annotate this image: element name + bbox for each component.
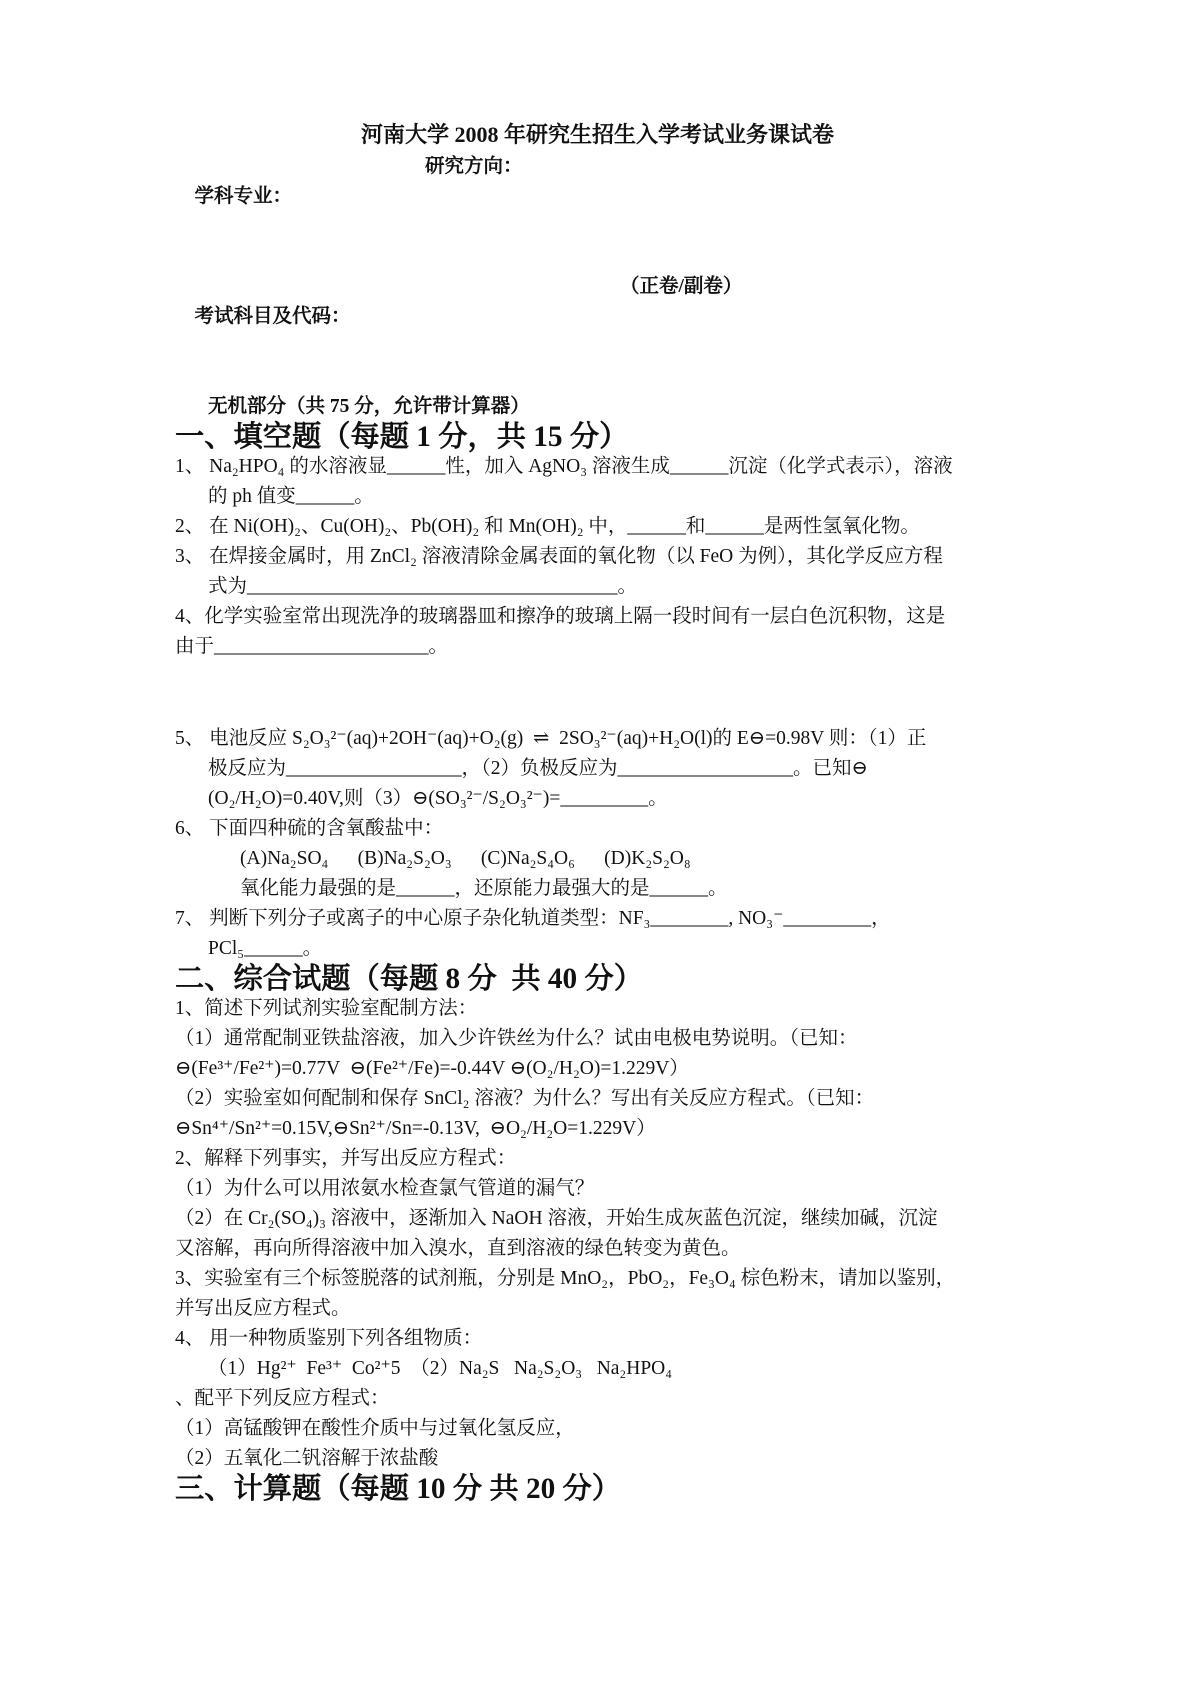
s2-q5-line: 、配平下列反应方程式： [175,1388,390,1409]
q7-line-2: PCl₅______。 [208,938,323,959]
paper-type-label: （正卷/副卷） [620,276,743,297]
q3-line-2: 式为______________________________________。 [208,576,638,597]
s2-q4-line: 4、 用一种物质鉴别下列各组物质： [175,1328,483,1349]
part-note: 无机部分（共 75 分，允许带计算器） [208,396,530,417]
research-direction-label: 研究方向： [425,156,523,177]
s2-q1-known1: ⊖(Fe³⁺/Fe²⁺)=0.77V ⊖(Fe²⁺/Fe)=-0.44V ⊖(O₂/H₂O)=1.229V） [175,1058,689,1079]
q4-line-2: 由于______________________。 [175,636,449,657]
section-3-heading: 三、计算题（每题 10 分 共 20 分） [175,1473,622,1505]
paper-title: 河南大学 2008 年研究生招生入学考试业务课试卷 [360,122,834,147]
section-2-heading: 二、综合试题（每题 8 分 共 40 分） [175,963,643,995]
q6-line-1: 6、 下面四种硫的含氧酸盐中： [175,818,444,839]
q1-line-1: 1、 Na₂HPO₄ 的水溶液显______性，加入 AgNO₃ 溶液生成______沉淀（化学式表示），溶液 [175,456,953,477]
q5-line-1: 5、 电池反应 S₂O₃²⁻(aq)+2OH⁻(aq)+O₂(g) ⇌ 2SO₃²⁻(aq)+H₂O(l)的 E⊖=0.98V 则：（1）正 [175,728,927,749]
s2-q5-sub1: （1）高锰酸钾在酸性介质中与过氧化氢反应， [175,1418,575,1439]
section-1-heading: 一、填空题（每题 1 分，共 15 分） [175,421,629,453]
q3-line-1: 3、 在焊接金属时，用 ZnCl₂ 溶液清除金属表面的氧化物（以 FeO 为例），其化学反应方程 [175,546,943,567]
s2-q5-sub2: （2）五氧化二钒溶解于浓盐酸 [175,1448,439,1469]
q5-line-3: (O₂/H₂O)=0.40V,则（3）⊖(SO₃²⁻/S₂O₃²⁻)=_________。 [208,788,668,809]
q1-line-2: 的 ph 值变______。 [208,486,374,507]
subject-label: 学科专业： [194,186,293,207]
s2-q1-sub1: （1）通常配制亚铁盐溶液，加入少许铁丝为什么？试由电极电势说明。（已知： [175,1028,858,1049]
q7-line-1: 7、 判断下列分子或离子的中心原子杂化轨道类型：NF₃________, NO₃⁻_________， [175,908,891,929]
exam-code-label: 考试科目及代码： [194,306,351,327]
meta-row-exam-code [175,272,1020,392]
q2-line: 2、 在 Ni(OH)₂、Cu(OH)₂、Pb(OH)₂ 和 Mn(OH)₂ 中，______和______是两性氢氧化物。 [175,516,920,537]
s2-q1-sub2: （2）实验室如何配制和保存 SnCl₂ 溶液？为什么？写出有关反应方程式。（已知： [175,1088,875,1109]
meta-row-subject [175,152,1020,272]
q6-options: (A)Na₂SO₄ (B)Na₂S₂O₃ (C)Na₂S₄O₆ (D)K₂S₂O₈ [240,848,691,869]
s2-q3-line-1: 3、实验室有三个标签脱落的试剂瓶，分别是 MnO₂，PbO₂，Fe₃O₄ 棕色粉末，请加以鉴别， [175,1268,956,1289]
s2-q1-line: 1、简述下列试剂实验室配制方法： [175,998,478,1019]
q5-line-2: 极反应为__________________，（2）负极反应为__________________。已知⊖ [208,758,868,779]
s2-q3-line-2: 并写出反应方程式。 [175,1298,351,1319]
s2-q2-sub1: （1）为什么可以用浓氨水检查氯气管道的漏气？ [175,1178,595,1199]
s2-q4-groups: （1）Hg²⁺ Fe³⁺ Co²⁺5 （2）Na₂S Na₂S₂O₃ Na₂HPO₄ [208,1358,673,1379]
s2-q1-known2: ⊖Sn⁴⁺/Sn²⁺=0.15V,⊖Sn²⁺/Sn=-0.13V, ⊖O₂/H₂O=1.229V） [175,1118,656,1139]
s2-q2-sub2-line1: （2）在 Cr₂(SO₄)₃ 溶液中，逐渐加入 NaOH 溶液，开始生成灰蓝色沉淀，继续加碱，沉淀 [175,1208,938,1229]
s2-q2-line: 2、解释下列事实，并写出反应方程式： [175,1148,517,1169]
s2-q2-sub2-line2: 又溶解，再向所得溶液中加入溴水，直到溶液的绿色转变为黄色。 [175,1238,741,1259]
q4-line-1: 4、化学实验室常出现洗净的玻璃器皿和擦净的玻璃上隔一段时间有一层白色沉积物，这是 [175,606,946,627]
q6-line-3: 氧化能力最强的是______，还原能力最强大的是______。 [240,878,728,899]
